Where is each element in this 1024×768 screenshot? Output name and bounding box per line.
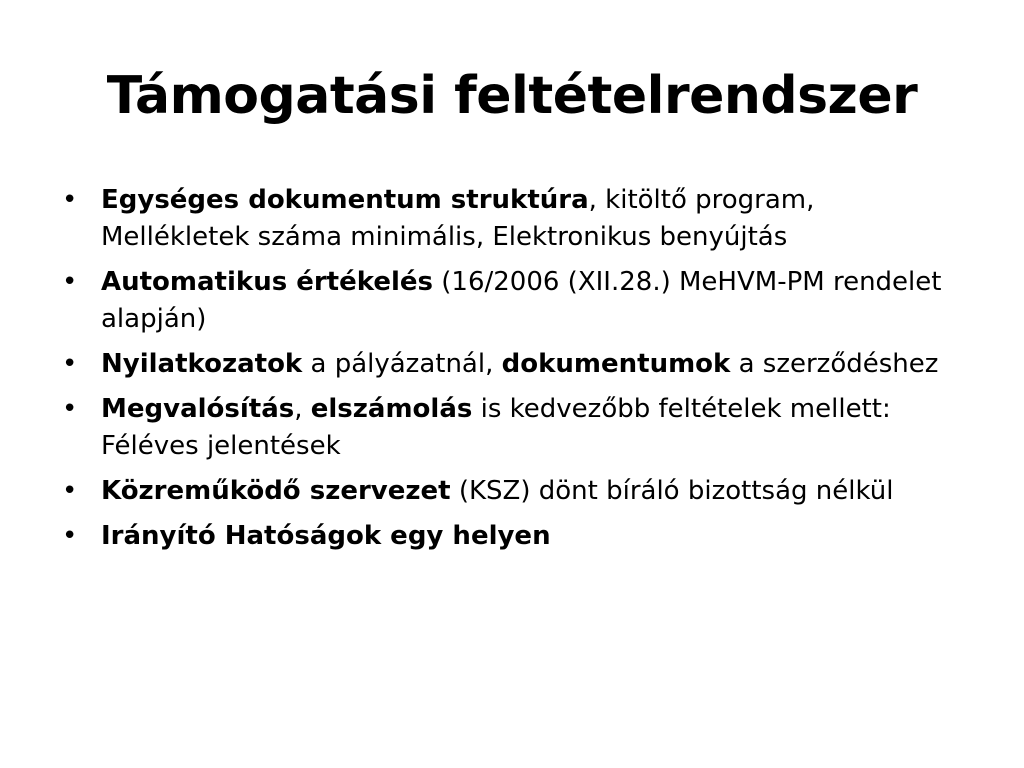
- bullet-icon: •: [62, 394, 78, 424]
- bullet-item: [62, 264, 967, 338]
- bullet-item: [62, 391, 967, 465]
- bullet-list: [62, 182, 967, 563]
- bullet-text-regular: (KSZ) dönt bíráló bizottság nélkül: [450, 476, 894, 506]
- bullet-text-bold: Megvalósítás: [101, 394, 295, 424]
- bullet-text: [101, 394, 891, 461]
- bullet-text: [101, 476, 893, 506]
- bullet-text: [101, 349, 938, 379]
- bullet-text-regular: is kedvezőbb feltételek mellett: Féléves jelentések: [101, 394, 891, 461]
- bullet-text-regular: a szerződéshez: [730, 349, 939, 379]
- slide-title: Támogatási feltételrendszer: [106, 66, 918, 126]
- bullet-text-bold: Irányító Hatóságok egy helyen: [101, 521, 551, 551]
- bullet-text-bold: dokumentumok: [501, 349, 731, 379]
- bullet-item: [62, 518, 967, 555]
- bullet-text: [101, 267, 941, 334]
- bullet-item: [62, 182, 967, 256]
- bullet-icon: •: [62, 521, 78, 551]
- bullet-text-bold: Közreműködő szervezet: [101, 476, 451, 506]
- bullet-text-regular: , kitöltő program, Mellékletek száma minimális, Elektronikus benyújtás: [101, 185, 815, 252]
- bullet-text-bold: Automatikus értékelés: [101, 267, 433, 297]
- bullet-text: [101, 185, 814, 252]
- bullet-text-bold: Nyilatkozatok: [101, 349, 303, 379]
- bullet-text-bold: elszámolás: [310, 394, 473, 424]
- bullet-item: [62, 473, 967, 510]
- bullet-text-regular: ,: [294, 394, 311, 424]
- bullet-icon: •: [62, 349, 78, 379]
- bullet-text-regular: a pályázatnál,: [302, 349, 502, 379]
- bullet-icon: •: [62, 476, 78, 506]
- bullet-icon: •: [62, 185, 78, 215]
- bullet-text-bold: Egységes dokumentum struktúra: [101, 185, 589, 215]
- bullet-text-regular: (16/2006 (XII.28.) MeHVM-PM rendelet alapján): [101, 267, 942, 334]
- bullet-text: [101, 521, 551, 551]
- bullet-icon: •: [62, 267, 78, 297]
- bullet-item: [62, 346, 967, 383]
